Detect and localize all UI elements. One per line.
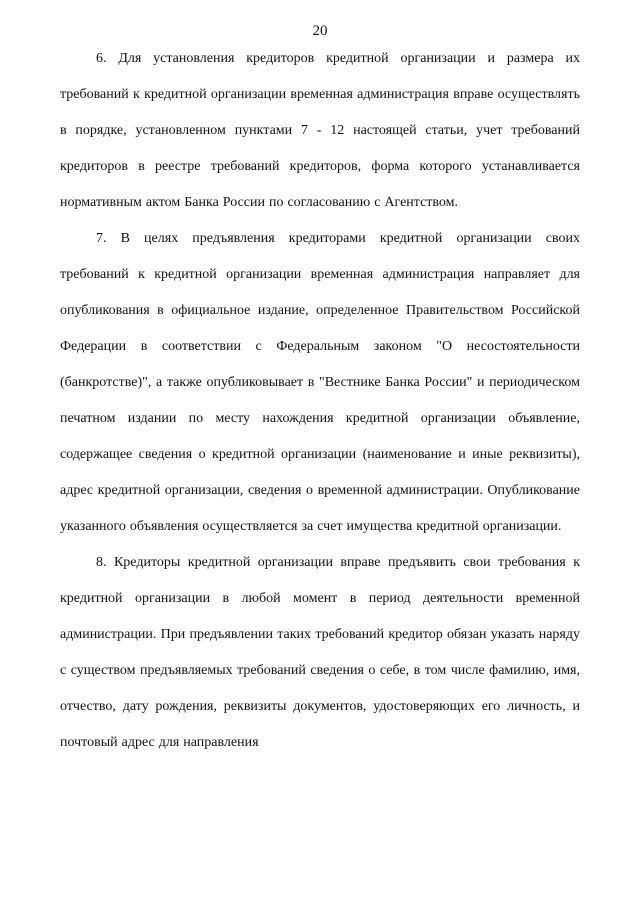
paragraph-6: 6. Для установления кредиторов кредитной организации и размера их требований к кредитной организации временная администрация вправе осуществлять в порядке, установленном пунктами 7 - 12 настоящей статьи, учет требований кредиторов в реестре требований кредиторов, форма которого устанавливается нормативным актом Банка России по согласованию с Агентством. bbox=[60, 51, 580, 210]
paragraph-8: 8. Кредиторы кредитной организации вправе предъявить свои требования к кредитной организации в любой момент в период деятельности временной администрации. При предъявлении таких требований кредитор обязан указать наряду с существом предъявляемых требований сведения о себе, в том числе фамилию, имя, отчество, дату рождения, реквизиты документов, удостоверяющих его личность, и почтовый адрес для направления bbox=[60, 555, 580, 750]
paragraph-7: 7. В целях предъявления кредиторами кредитной организации своих требований к кредитной организации временная администрация направляет для опубликования в официальное издание, определенное Правительством Российской Федерации в соответствии с Федеральным законом "О несостоятельности (банкротстве)", а также опубликовывает в "Вестнике Банка России" и периодическом печатном издании по месту нахождения кредитной организации объявление, содержащее сведения о кредитной организации (наименование и иные реквизиты), адрес кредитной организации, сведения о временной администрации. Опубликование указанного объявления осуществляется за счет имущества кредитной организации. bbox=[60, 231, 580, 534]
document-body bbox=[60, 41, 580, 761]
page-number: 20 bbox=[312, 23, 328, 39]
